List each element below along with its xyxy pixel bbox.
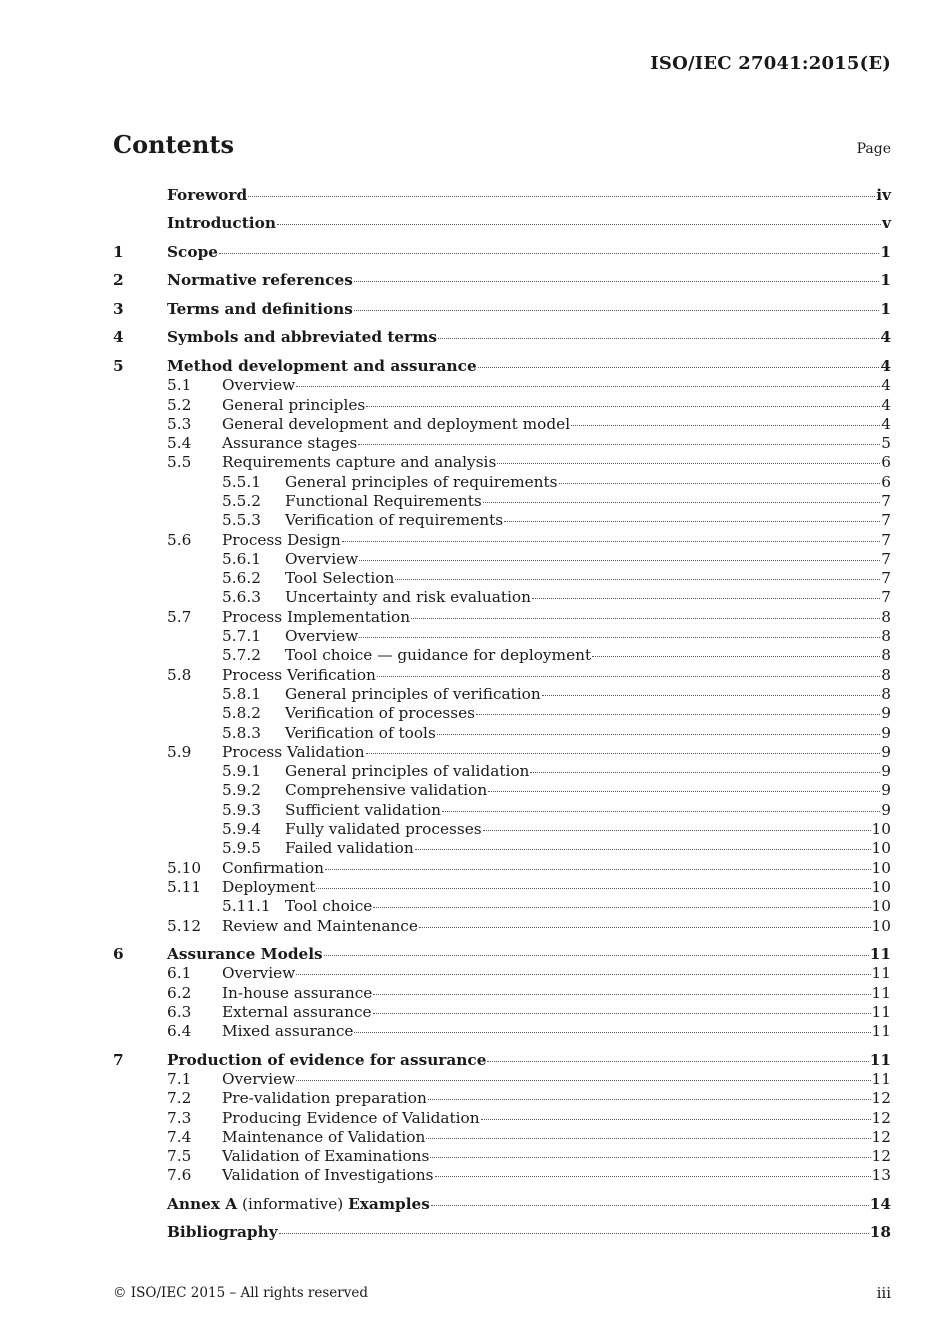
- standard-identifier: ISO/IEC 27041:2015(E): [650, 53, 891, 74]
- toc-entry-number: 5.6: [167, 530, 192, 549]
- toc-entry-page: 9: [881, 800, 891, 819]
- toc-entry-title: Pre-validation preparation: [222, 1089, 427, 1108]
- page-column-label: Page: [856, 141, 891, 157]
- dot-leader: [358, 432, 880, 445]
- toc-entry-number: 7.1: [167, 1069, 192, 1088]
- toc-entry-number: 5.8.1: [222, 684, 261, 703]
- toc-entry-number: 6.3: [167, 1002, 192, 1021]
- toc-entry-page: 8: [881, 665, 891, 684]
- toc-entry-title: Producing Evidence of Validation: [222, 1108, 480, 1127]
- toc-entry-number: 5.5.1: [222, 472, 261, 491]
- toc-entry-title: Tool choice: [285, 897, 373, 916]
- toc-entry-page: 11: [871, 1022, 891, 1041]
- toc-entry-title: Overview: [222, 964, 296, 983]
- toc-entry-page: 8: [881, 684, 891, 703]
- dot-leader: [366, 393, 880, 406]
- toc-entry-number: 6.1: [167, 964, 192, 983]
- toc-entry-title: Production of evidence for assurance: [167, 1050, 487, 1069]
- toc-entry-title: Terms and definitions: [167, 299, 353, 318]
- toc-entry-number: 5.7.2: [222, 646, 261, 665]
- toc-entry-page: 9: [881, 781, 891, 800]
- dot-leader: [542, 683, 881, 696]
- toc-entry-title: Verification of requirements: [285, 511, 504, 530]
- toc-entry-title: Mixed assurance: [222, 1022, 354, 1041]
- toc-entry-page: 18: [869, 1223, 891, 1242]
- toc-entry-page: 8: [881, 646, 891, 665]
- toc-entry-page: 4: [881, 414, 891, 433]
- toc-entry-page: 7: [881, 588, 891, 607]
- dot-leader: [395, 567, 880, 580]
- toc-entry-title: Bibliography: [167, 1223, 278, 1242]
- toc-entry-title: Failed validation: [285, 839, 414, 858]
- toc-entry-number: 5.9.4: [222, 820, 261, 839]
- toc-entry[interactable]: [113, 214, 891, 233]
- dot-leader: [571, 413, 880, 426]
- dot-leader: [325, 856, 871, 869]
- toc-entry-page: 12: [871, 1147, 891, 1166]
- dot-leader: [377, 663, 880, 676]
- toc-entry-number: 7.5: [167, 1147, 192, 1166]
- dot-leader: [373, 1001, 871, 1014]
- copyright-notice: © ISO/IEC 2015 – All rights reserved: [113, 1285, 368, 1301]
- dot-leader: [354, 269, 880, 282]
- toc-entry-page: 6: [881, 472, 891, 491]
- dot-leader: [415, 837, 871, 850]
- toc-entry-title: Maintenance of Validation: [222, 1127, 426, 1146]
- toc-entry-page: 7: [881, 530, 891, 549]
- dot-leader: [296, 1068, 870, 1081]
- toc-entry-number: 5.5.2: [222, 491, 261, 510]
- toc-entry-number: 5.6.2: [222, 569, 261, 588]
- toc-entry-page: 10: [871, 839, 891, 858]
- toc-entry-page: 7: [881, 511, 891, 530]
- toc-entry-page: 8: [881, 607, 891, 626]
- dot-leader: [316, 876, 870, 889]
- toc-entry-page: 4: [880, 328, 891, 347]
- dot-leader: [279, 1221, 869, 1234]
- toc-entry-title: Overview: [285, 627, 359, 646]
- toc-entry-title: Introduction: [167, 214, 276, 233]
- dot-leader: [476, 702, 880, 715]
- toc-entry-page: iv: [876, 186, 891, 204]
- toc-entry-number: 5.8.3: [222, 723, 261, 742]
- toc-entry-number: 6: [113, 945, 124, 963]
- toc-entry-title: Process Implementation: [222, 607, 411, 626]
- toc-entry-title: Scope: [167, 242, 218, 261]
- toc-entry-page: 12: [871, 1089, 891, 1108]
- toc-entry-page: 11: [869, 1050, 891, 1069]
- toc-entry[interactable]: [113, 1022, 891, 1041]
- dot-leader: [296, 962, 870, 975]
- dot-leader: [219, 241, 879, 254]
- page-title: Contents: [113, 130, 234, 159]
- toc-entry-title: Assurance Models: [167, 945, 323, 963]
- toc-entry-page: 4: [881, 376, 891, 395]
- toc-entry-page: 10: [871, 897, 891, 916]
- dot-leader: [373, 895, 870, 908]
- toc-entry-page: 10: [871, 916, 891, 935]
- toc-entry-title: Overview: [222, 376, 296, 395]
- toc-entry-page: 7: [881, 569, 891, 588]
- toc-entry-number: 5.3: [167, 414, 192, 433]
- dot-leader: [442, 799, 880, 812]
- dot-leader: [488, 779, 880, 792]
- toc-entry-title: Process Verification: [222, 665, 376, 684]
- dot-leader: [483, 490, 881, 503]
- dot-leader: [497, 451, 880, 464]
- toc-entry[interactable]: [113, 186, 891, 205]
- dot-leader: [483, 818, 871, 831]
- toc-entry-number: 6.4: [167, 1022, 192, 1041]
- toc-entry-title: External assurance: [222, 1002, 372, 1021]
- dot-leader: [438, 326, 879, 339]
- toc-entry-number: 7.4: [167, 1127, 192, 1146]
- dot-leader: [342, 528, 881, 541]
- toc-entry-number: 7.6: [167, 1166, 192, 1185]
- toc-entry[interactable]: [113, 1195, 891, 1214]
- dot-leader: [532, 586, 880, 599]
- toc-entry-number: 5.5.3: [222, 511, 261, 530]
- dot-leader: [430, 1145, 870, 1158]
- toc-entry-page: 11: [869, 945, 891, 963]
- toc-entry[interactable]: [113, 271, 891, 290]
- toc-entry-title: Functional Requirements: [285, 491, 482, 510]
- toc-entry-number: 5.7.1: [222, 627, 261, 646]
- toc-entry-title: Verification of tools: [285, 723, 436, 742]
- dot-leader: [419, 914, 871, 927]
- dot-leader: [296, 374, 880, 387]
- toc-entry-title: Foreword: [167, 186, 248, 204]
- toc-entry-title: Comprehensive validation: [285, 781, 488, 800]
- table-of-contents: [113, 186, 891, 1243]
- toc-entry-page: v: [882, 214, 891, 233]
- toc-entry-page: 6: [881, 453, 891, 472]
- toc-entry-page: 9: [881, 704, 891, 723]
- toc-entry-number: 5.5: [167, 453, 192, 472]
- toc-entry-page: 13: [871, 1166, 891, 1185]
- toc-entry-title: Fully validated processes: [285, 820, 482, 839]
- toc-entry-number: 7.2: [167, 1089, 192, 1108]
- dot-leader: [478, 355, 880, 368]
- dot-leader: [559, 470, 881, 483]
- toc-entry[interactable]: [113, 1166, 891, 1185]
- dot-leader: [248, 184, 875, 197]
- toc-entry-title: General principles of verification: [285, 684, 541, 703]
- toc-entry[interactable]: [113, 300, 891, 319]
- toc-entry-page: 1: [880, 299, 891, 318]
- toc-entry-page: 4: [880, 356, 891, 375]
- toc-entry-number: 5.9: [167, 742, 192, 761]
- toc-entry-title: Validation of Examinations: [222, 1147, 430, 1166]
- toc-entry-page: 8: [881, 627, 891, 646]
- toc-entry-number: 5.7: [167, 607, 192, 626]
- dot-leader: [277, 212, 881, 225]
- toc-entry-page: 11: [871, 983, 891, 1002]
- toc-entry-title: Deployment: [222, 877, 316, 896]
- toc-entry-number: 6.2: [167, 983, 192, 1002]
- toc-entry-title-part: Annex A: [167, 1194, 238, 1213]
- dot-leader: [354, 298, 879, 311]
- toc-entry-title: General principles: [222, 395, 366, 414]
- toc-entry-number: 5.9.1: [222, 762, 261, 781]
- toc-entry-page: 11: [871, 1002, 891, 1021]
- toc-entry-title: Assurance stages: [222, 434, 358, 453]
- dot-leader: [428, 1087, 871, 1100]
- toc-entry-title-part: Examples: [348, 1194, 430, 1213]
- toc-entry[interactable]: [113, 328, 891, 347]
- toc-entry-title: Requirements capture and analysis: [222, 453, 497, 472]
- dot-leader: [411, 606, 880, 619]
- toc-entry-number: 5.2: [167, 395, 192, 414]
- toc-entry-title: Validation of Investigations: [222, 1166, 434, 1185]
- toc-entry-title: In-house assurance: [222, 983, 373, 1002]
- dot-leader: [435, 1164, 871, 1177]
- toc-entry-title: Overview: [222, 1069, 296, 1088]
- dot-leader: [592, 644, 880, 657]
- dot-leader: [366, 741, 881, 754]
- toc-entry[interactable]: [113, 243, 891, 262]
- toc-entry-page: 10: [871, 858, 891, 877]
- toc-entry-title: General principles of requirements: [285, 472, 558, 491]
- toc-entry-number: 5.1: [167, 376, 192, 395]
- toc-entry-page: 10: [871, 877, 891, 896]
- toc-entry-number: 5.11.1: [222, 897, 271, 916]
- toc-entry[interactable]: [113, 1223, 891, 1242]
- toc-entry-page: 10: [871, 820, 891, 839]
- toc-entry-title: Confirmation: [222, 858, 325, 877]
- toc-entry-title: Symbols and abbreviated terms: [167, 328, 438, 347]
- toc-entry-page: 9: [881, 742, 891, 761]
- dot-leader: [359, 625, 880, 638]
- toc-entry-page: 11: [871, 964, 891, 983]
- toc-entry-title: Overview: [285, 549, 359, 568]
- toc-entry-title-qualifier: (informative): [237, 1194, 349, 1213]
- toc-entry-number: 4: [113, 328, 124, 347]
- toc-entry-title: [167, 1195, 430, 1214]
- toc-entry[interactable]: [113, 917, 891, 936]
- toc-entry-number: 7.3: [167, 1108, 192, 1127]
- toc-entry-title: Normative references: [167, 271, 353, 290]
- toc-entry-page: 1: [880, 242, 891, 261]
- toc-entry-number: 5.10: [167, 858, 202, 877]
- toc-entry-title: Verification of processes: [285, 704, 476, 723]
- toc-entry-title: Tool Selection: [285, 569, 395, 588]
- toc-entry-page: 1: [880, 271, 891, 290]
- toc-entry-number: 5.9.3: [222, 800, 261, 819]
- toc-entry-number: 7: [113, 1050, 124, 1069]
- toc-entry-page: 11: [871, 1069, 891, 1088]
- toc-entry-title: General development and deployment model: [222, 414, 571, 433]
- toc-entry-page: 7: [881, 549, 891, 568]
- toc-entry-page: 14: [869, 1194, 891, 1213]
- toc-entry-number: 1: [113, 242, 124, 261]
- toc-entry-number: 5.9.5: [222, 839, 261, 858]
- toc-entry-number: 3: [113, 299, 124, 318]
- dot-leader: [504, 509, 880, 522]
- toc-entry-number: 5: [113, 356, 124, 375]
- dot-leader: [437, 721, 880, 734]
- toc-entry-page: 9: [881, 723, 891, 742]
- toc-entry-page: 9: [881, 762, 891, 781]
- page-number: iii: [876, 1284, 891, 1302]
- dot-leader: [487, 1048, 868, 1061]
- toc-entry-page: 12: [871, 1127, 891, 1146]
- toc-entry-page: 4: [881, 395, 891, 414]
- dot-leader: [530, 760, 880, 773]
- dot-leader: [373, 981, 870, 994]
- toc-entry-number: 5.12: [167, 916, 202, 935]
- toc-entry-title: Process Validation: [222, 742, 365, 761]
- dot-leader: [431, 1193, 869, 1206]
- toc-entry-number: 5.8.2: [222, 704, 261, 723]
- dot-leader: [354, 1020, 870, 1033]
- dot-leader: [359, 548, 880, 561]
- toc-entry-number: 2: [113, 271, 124, 290]
- toc-entry-page: 12: [871, 1108, 891, 1127]
- toc-entry-page: 5: [881, 434, 891, 453]
- toc-entry-number: 5.6.3: [222, 588, 261, 607]
- dot-leader: [324, 943, 869, 956]
- toc-entry-page: 7: [881, 491, 891, 510]
- toc-entry-title: Tool choice — guidance for deployment: [285, 646, 592, 665]
- toc-entry-number: 5.6.1: [222, 549, 261, 568]
- toc-entry-number: 5.11: [167, 877, 202, 896]
- toc-entry-title: Review and Maintenance: [222, 916, 418, 935]
- toc-entry-number: 5.9.2: [222, 781, 261, 800]
- dot-leader: [481, 1106, 871, 1119]
- toc-entry-title: General principles of validation: [285, 762, 530, 781]
- toc-entry-title: Uncertainty and risk evaluation: [285, 588, 531, 607]
- toc-entry-number: 5.8: [167, 665, 192, 684]
- toc-entry-title: Process Design: [222, 530, 341, 549]
- dot-leader: [426, 1126, 870, 1139]
- toc-entry-number: 5.4: [167, 434, 192, 453]
- toc-entry-title: Sufficient validation: [285, 800, 442, 819]
- toc-entry-title: Method development and assurance: [167, 356, 477, 375]
